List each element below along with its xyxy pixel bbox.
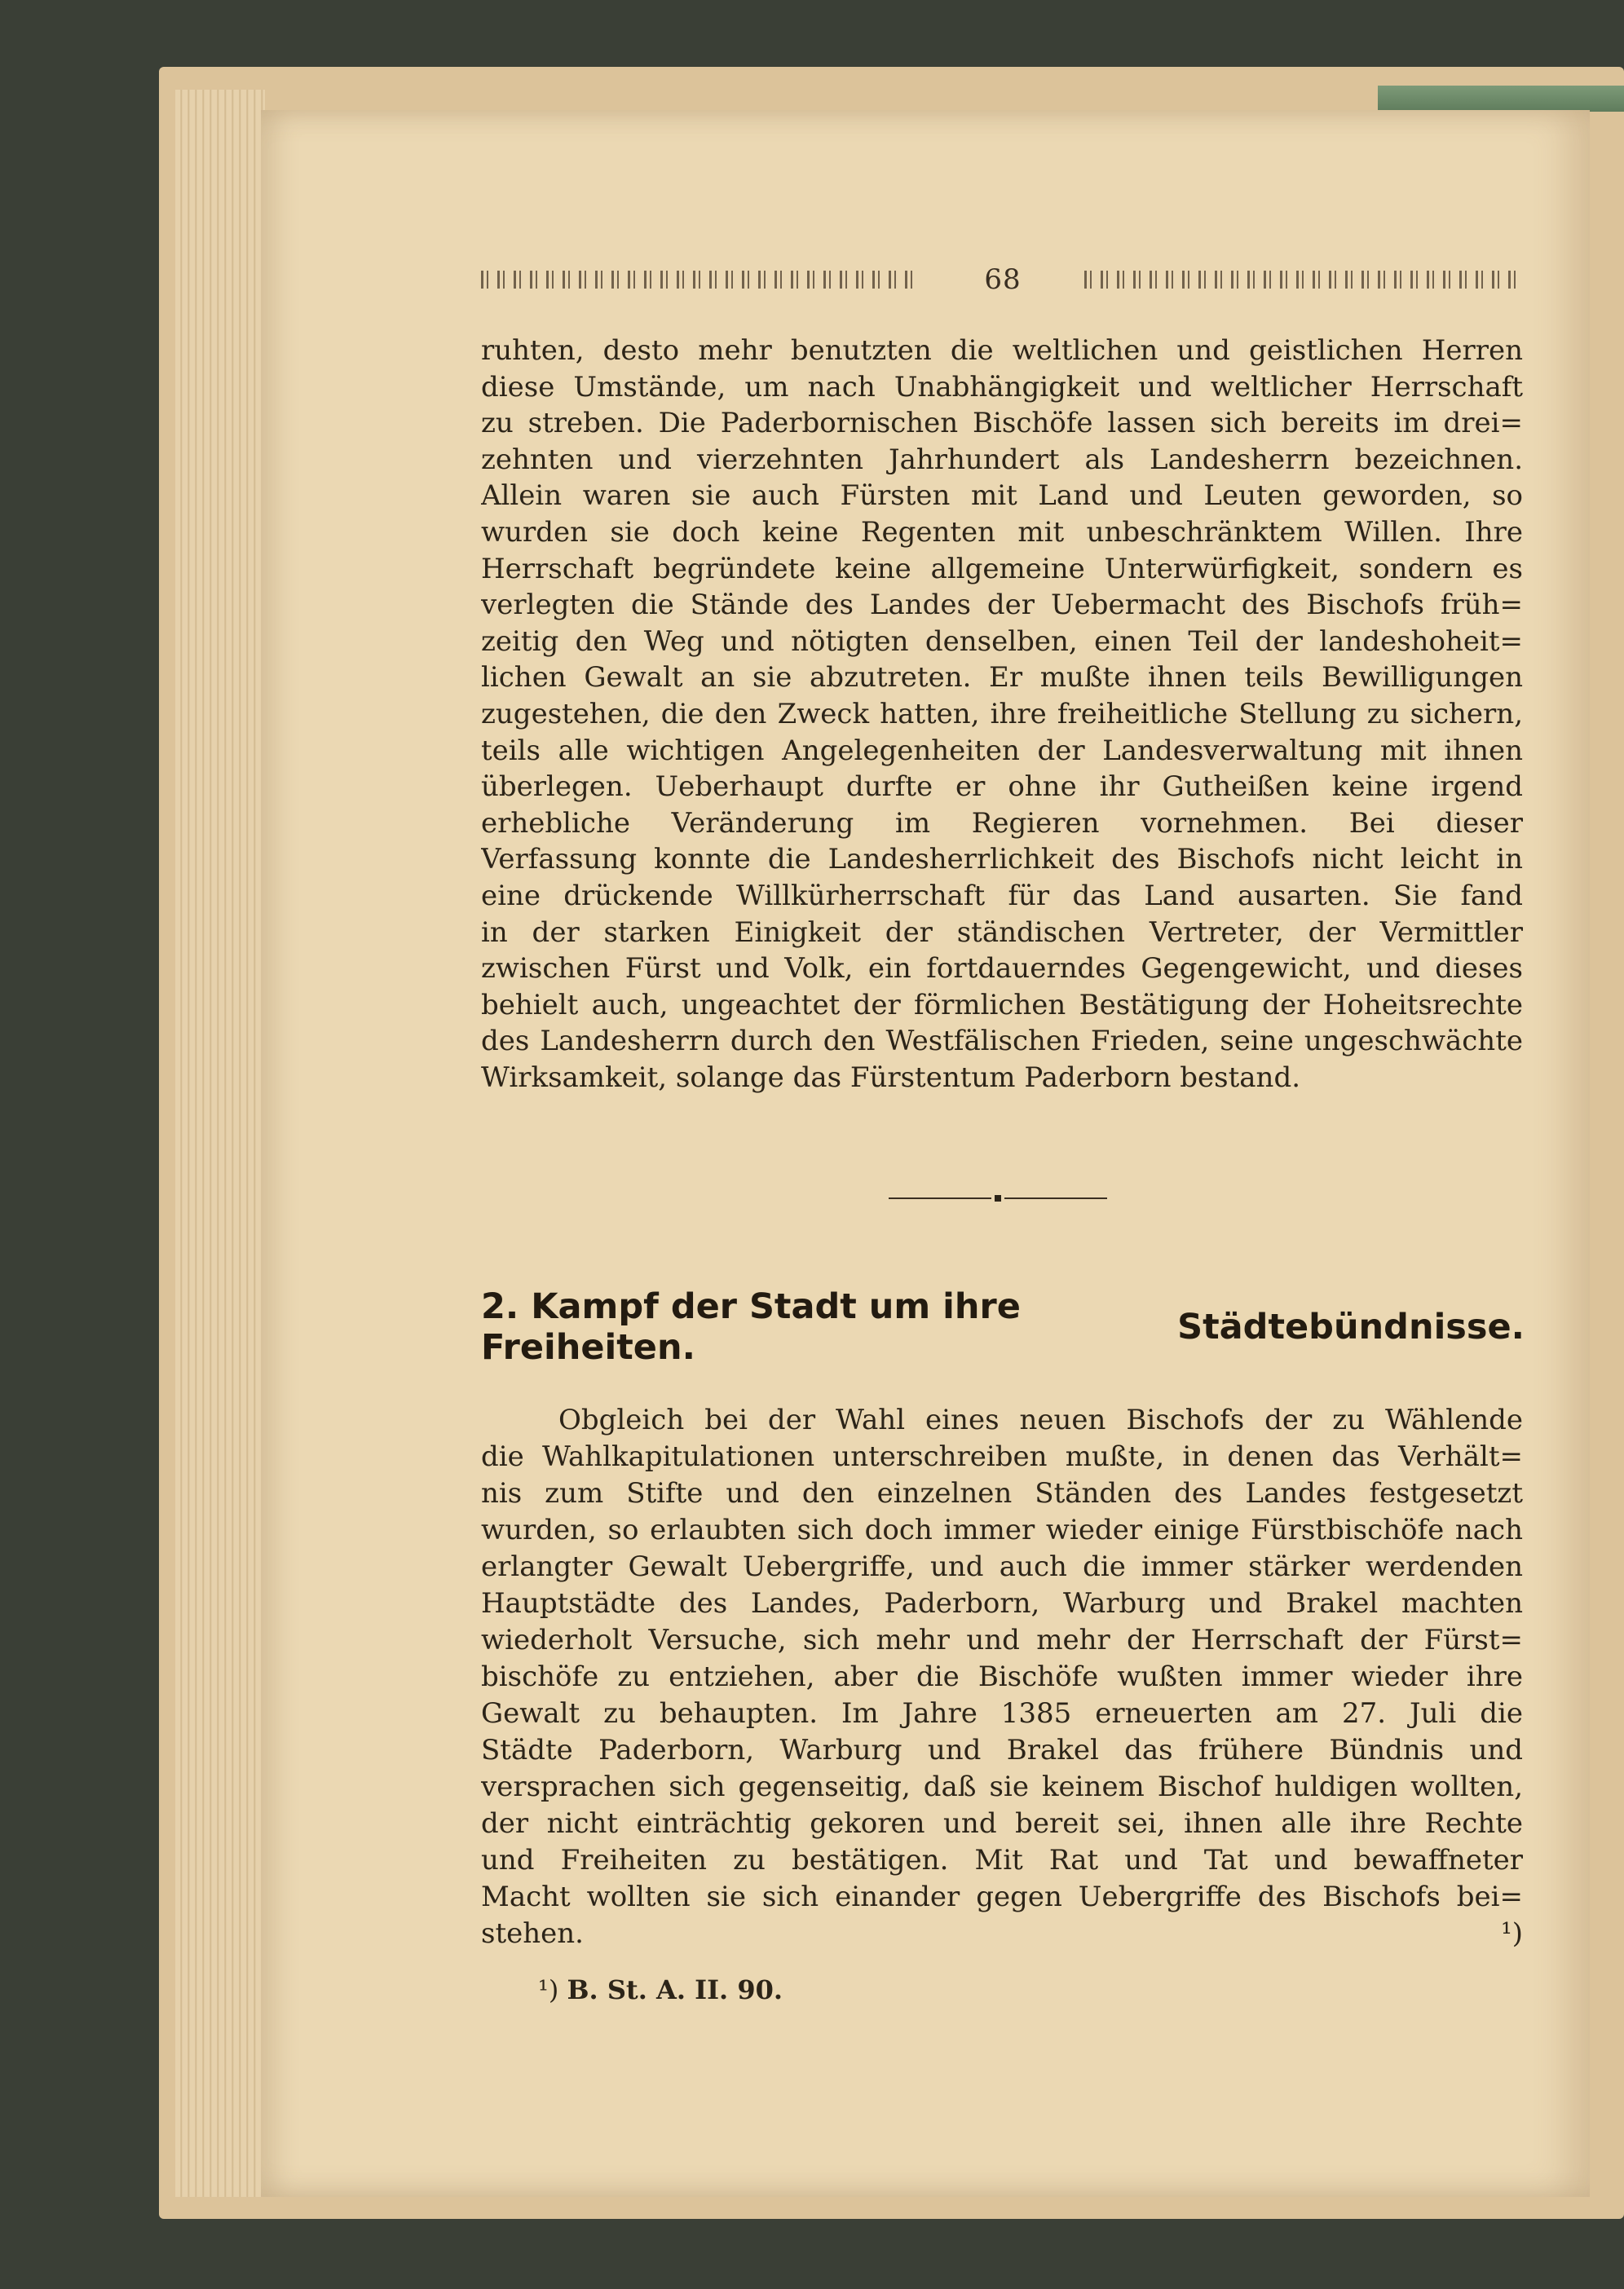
text-line: versprachen sich gegenseitig, daß sie keinem Bischof huldigen wollten,: [481, 1771, 1523, 1803]
text-line: lichen Gewalt an sie abzutreten. Er mußte ihnen teils Bewilligungen: [481, 661, 1523, 695]
page-number: 68: [984, 263, 1022, 296]
book-cover-cloth: [1378, 86, 1624, 112]
text-line: diese Umstände, um nach Unabhängigkeit und weltlicher Herrschaft: [481, 370, 1523, 404]
text-line: zeitig den Weg und nötigten denselben, einen Teil der landeshoheit=: [481, 624, 1523, 658]
text-line: Macht wollten sie sich einander gegen Uebergriffe des Bischofs bei=: [481, 1881, 1523, 1913]
footnote: [538, 1974, 1027, 2005]
running-head: [481, 259, 1525, 300]
text-line: der nicht einträchtig gekoren und bereit sei, ihnen alle ihre Rechte: [481, 1807, 1523, 1840]
text-line: in der starken Einigkeit der ständischen Vertreter, der Vermittler: [481, 915, 1523, 949]
text-line: zehnten und vierzehnten Jahrhundert als Landesherrn bezeichnen.: [481, 443, 1523, 476]
text-line: und Freiheiten zu bestätigen. Mit Rat und Tat und bewaffneter: [481, 1844, 1523, 1877]
text-line: wurden, so erlaubten sich doch immer wieder einige Fürstbischöfe nach: [481, 1514, 1523, 1546]
text-line: nis zum Stifte und den einzelnen Ständen des Landes festgesetzt: [481, 1477, 1523, 1510]
text-line: Verfassung konnte die Landesherrlichkeit des Bischofs nicht leicht in: [481, 843, 1523, 876]
text-line: ruhten, desto mehr benutzten die weltlichen und geistlichen Herren: [481, 334, 1523, 367]
right-ornament: [1084, 271, 1525, 289]
divider-dot: [995, 1195, 1001, 1202]
section-heading-title: 2. Kampf der Stadt um ihre Freiheiten.: [481, 1286, 1021, 1368]
page-stack: [175, 90, 265, 2197]
text-line: wurden sie doch keine Regenten mit unbeschränktem Willen. Ihre: [481, 515, 1523, 549]
text-line: des Landesherrn durch den Westfälischen Frieden, seine ungeschwächte: [481, 1025, 1523, 1058]
paragraph-2: [481, 1402, 1523, 1952]
footnote-text: B. St. A. II. 90.: [567, 1974, 783, 2005]
divider-rule-right: [1004, 1197, 1107, 1199]
text-line: erhebliche Veränderung im Regieren vornehmen. Bei dieser: [481, 806, 1523, 840]
text-line: zu streben. Die Paderbornischen Bischöfe lassen sich bereits im drei=: [481, 407, 1523, 440]
text-line: behielt auch, ungeachtet der förmlichen Bestätigung der Hoheitsrechte: [481, 988, 1523, 1021]
text-line: zugestehen, die den Zweck hatten, ihre freiheitliche Stellung zu sichern,: [481, 697, 1523, 730]
text-line: Gewalt zu behaupten. Im Jahre 1385 erneuerten am 27. Juli die: [481, 1697, 1523, 1730]
text-line: erlangter Gewalt Uebergriffe, und auch die immer stärker werdenden: [481, 1550, 1523, 1583]
text-line: verlegten die Stände des Landes der Uebermacht des Bischofs früh=: [481, 589, 1523, 622]
paragraph-1: [481, 333, 1523, 1096]
text-line: Allein waren sie auch Fürsten mit Land und Leuten geworden, so: [481, 479, 1523, 513]
section-divider: [889, 1195, 1107, 1202]
text-line: Herrschaft begründete keine allgemeine Unterwürfigkeit, sondern es: [481, 552, 1523, 585]
text-line: Wirksamkeit, solange das Fürstentum Paderborn bestand.: [481, 1061, 1301, 1094]
text-line: Obgleich bei der Wahl eines neuen Bischofs der zu Wählende: [558, 1404, 1523, 1436]
text-line: eine drückende Willkürherrschaft für das Land ausarten. Sie fand: [481, 879, 1523, 912]
text-line: wiederholt Versuche, sich mehr und mehr der Herrschaft der Fürst=: [481, 1624, 1523, 1656]
text-line: die Wahlkapitulationen unterschreiben mußte, in denen das Verhält=: [481, 1440, 1523, 1473]
text-line: Städte Paderborn, Warburg und Brakel das frühere Bündnis und: [481, 1734, 1523, 1766]
text-line: Hauptstädte des Landes, Paderborn, Warburg und Brakel machten: [481, 1587, 1523, 1620]
text-line: teils alle wichtigen Angelegenheiten der Landesverwaltung mit ihnen: [481, 734, 1523, 767]
text-line: überlegen. Ueberhaupt durfte er ohne ihr Gutheißen keine irgend: [481, 770, 1523, 804]
section-heading: [481, 1286, 1525, 1368]
footnote-marker: ¹): [538, 1974, 559, 2005]
text-line: zwischen Fürst und Volk, ein fortdauerndes Gegengewicht, und dieses: [481, 952, 1523, 986]
left-ornament: [481, 271, 921, 289]
text-line: bischöfe zu entziehen, aber die Bischöfe wußten immer wieder ihre: [481, 1661, 1523, 1693]
section-heading-subtitle: Städtebündnisse.: [1177, 1307, 1525, 1347]
divider-rule-left: [889, 1197, 991, 1199]
text-line: stehen. ¹): [481, 1917, 1523, 1950]
